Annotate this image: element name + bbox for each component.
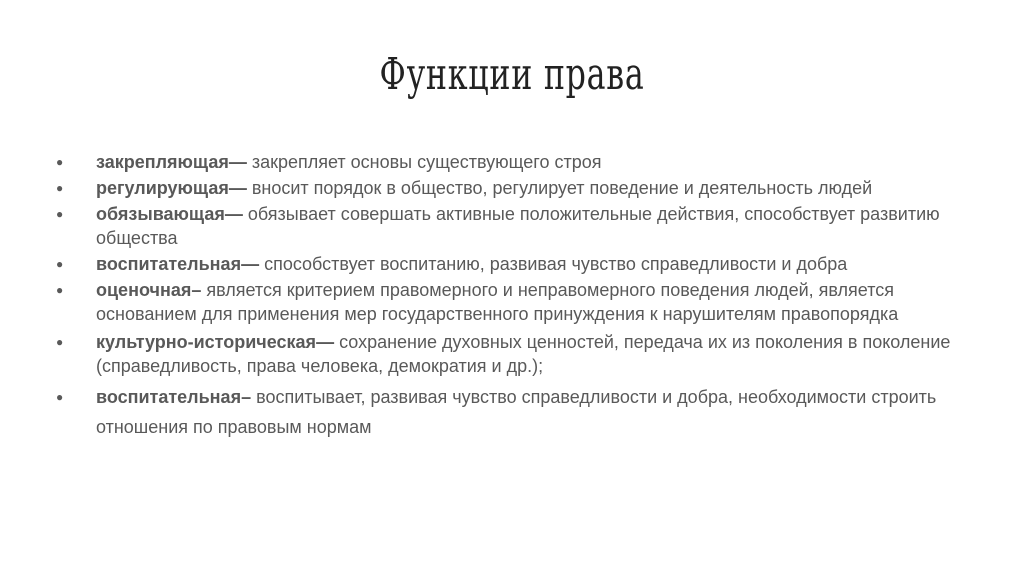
function-term: обязывающая xyxy=(96,204,225,224)
term-separator: — xyxy=(224,204,243,224)
term-separator: — xyxy=(228,178,247,198)
list-item xyxy=(56,252,986,276)
list-item xyxy=(56,278,986,326)
function-description: вносит порядок в общество, регулирует поведение и деятельность людей xyxy=(246,178,873,198)
bullet-icon: ● xyxy=(56,155,64,169)
term-separator: – xyxy=(241,387,252,407)
function-term: воспитательная xyxy=(96,387,242,407)
list-item xyxy=(56,202,986,250)
term-separator: — xyxy=(316,332,335,352)
functions-list xyxy=(56,150,986,444)
function-term: воспитательная xyxy=(96,254,242,274)
bullet-icon: ● xyxy=(56,390,64,404)
function-description: обязывает совершать активные положительные действия, способствует развитию общества xyxy=(96,204,940,248)
function-term: регулирующая xyxy=(96,178,229,198)
bullet-icon: ● xyxy=(56,207,64,221)
bullet-icon: ● xyxy=(56,257,64,271)
function-description: способствует воспитанию, развивая чувство справедливости и добра xyxy=(259,254,848,274)
function-description: сохранение духовных ценностей, передача их из поколения в поколение (справедливость, права человека, демократия и др.); xyxy=(96,332,951,376)
list-item xyxy=(56,382,986,442)
function-term: культурно-историческая xyxy=(96,332,317,352)
term-separator: — xyxy=(241,254,260,274)
function-description: закрепляет основы существующего строя xyxy=(246,152,602,172)
term-separator: – xyxy=(191,280,202,300)
bullet-icon: ● xyxy=(56,283,64,297)
list-item xyxy=(56,176,986,200)
term-separator: — xyxy=(228,152,247,172)
bullet-icon: ● xyxy=(56,181,64,195)
function-description: воспитывает, развивая чувство справедливости и добра, необходимости строить отношения по правовым нормам xyxy=(96,387,937,437)
list-item xyxy=(56,330,986,378)
bullet-icon: ● xyxy=(56,335,64,349)
list-item xyxy=(56,150,986,174)
function-term: оценочная xyxy=(96,280,192,300)
function-term: закрепляющая xyxy=(96,152,229,172)
function-description: является критерием правомерного и неправомерного поведения людей, является основанием для применения мер государственного принуждения к нарушителям правопорядка xyxy=(96,280,899,324)
slide-title: Функции права xyxy=(379,49,645,100)
